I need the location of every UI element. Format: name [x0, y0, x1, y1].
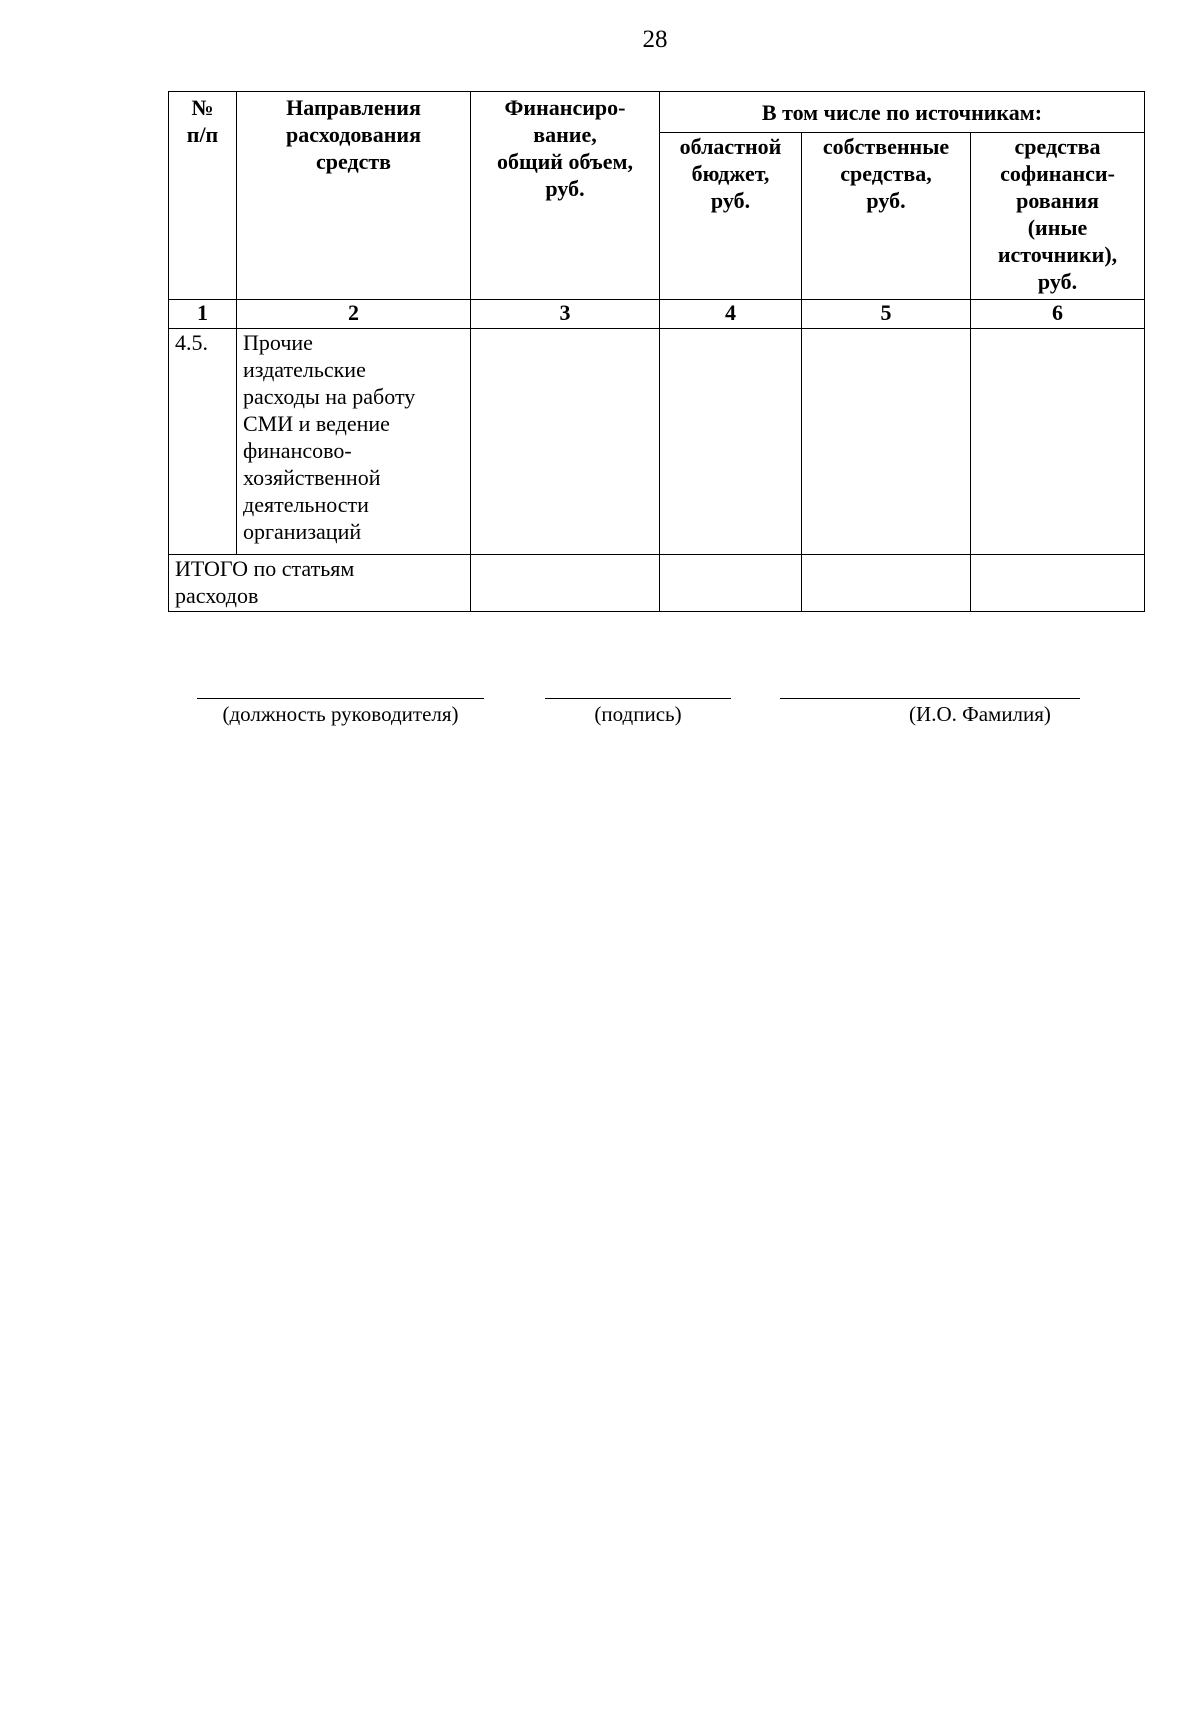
header-regional-budget-text: областной бюджет, руб.	[679, 134, 782, 213]
header-sources-group	[660, 92, 1145, 133]
total-own-funds	[802, 555, 971, 612]
header-own-funds	[802, 133, 971, 300]
signature-label: (подпись)	[594, 702, 682, 726]
column-number: 1	[169, 300, 237, 329]
column-number: 5	[802, 300, 971, 329]
header-cofinancing	[971, 133, 1145, 300]
column-number: 6	[971, 300, 1145, 329]
total-row	[169, 555, 1145, 612]
row-regional-budget	[660, 329, 802, 555]
budget-table	[168, 91, 1145, 612]
position-line	[197, 698, 484, 699]
position-label: (должность руководителя)	[222, 702, 459, 726]
column-number: 4	[660, 300, 802, 329]
header-regional-budget	[660, 133, 802, 300]
header-total-financing	[471, 92, 660, 300]
column-number: 3	[471, 300, 660, 329]
total-label: ИТОГО по статьям расходов	[169, 555, 471, 612]
header-direction-text: Направления расходования средств	[286, 95, 421, 174]
row-number: 4.5.	[169, 329, 237, 555]
header-number-text: № п/п	[186, 95, 219, 147]
signature-block	[0, 690, 1200, 750]
column-number: 2	[237, 300, 471, 329]
signature-line	[545, 698, 731, 699]
header-own-funds-text: собственные средства, руб.	[822, 134, 950, 213]
header-sources-group-text: В том числе по источникам:	[761, 99, 1043, 125]
row-direction: Прочие издательские расходы на работу СМИ и ведение финансово- хозяйственной деятельности организаций	[237, 329, 471, 555]
column-number-row	[169, 300, 1145, 329]
total-cofinancing	[971, 555, 1145, 612]
total-regional-budget	[660, 555, 802, 612]
name-line	[780, 698, 1080, 699]
page-number: 28	[642, 26, 668, 53]
row-total	[471, 329, 660, 555]
header-direction	[237, 92, 471, 300]
table-row	[169, 329, 1145, 555]
header-total-financing-text: Финансиро- вание, общий объем, руб.	[497, 95, 633, 201]
name-label: (И.О. Фамилия)	[909, 702, 1051, 726]
row-cofinancing	[971, 329, 1145, 555]
header-cofinancing-text: средства софинанси- рования (иные источники), руб.	[997, 134, 1118, 294]
header-number	[169, 92, 237, 300]
row-own-funds	[802, 329, 971, 555]
total-sum	[471, 555, 660, 612]
